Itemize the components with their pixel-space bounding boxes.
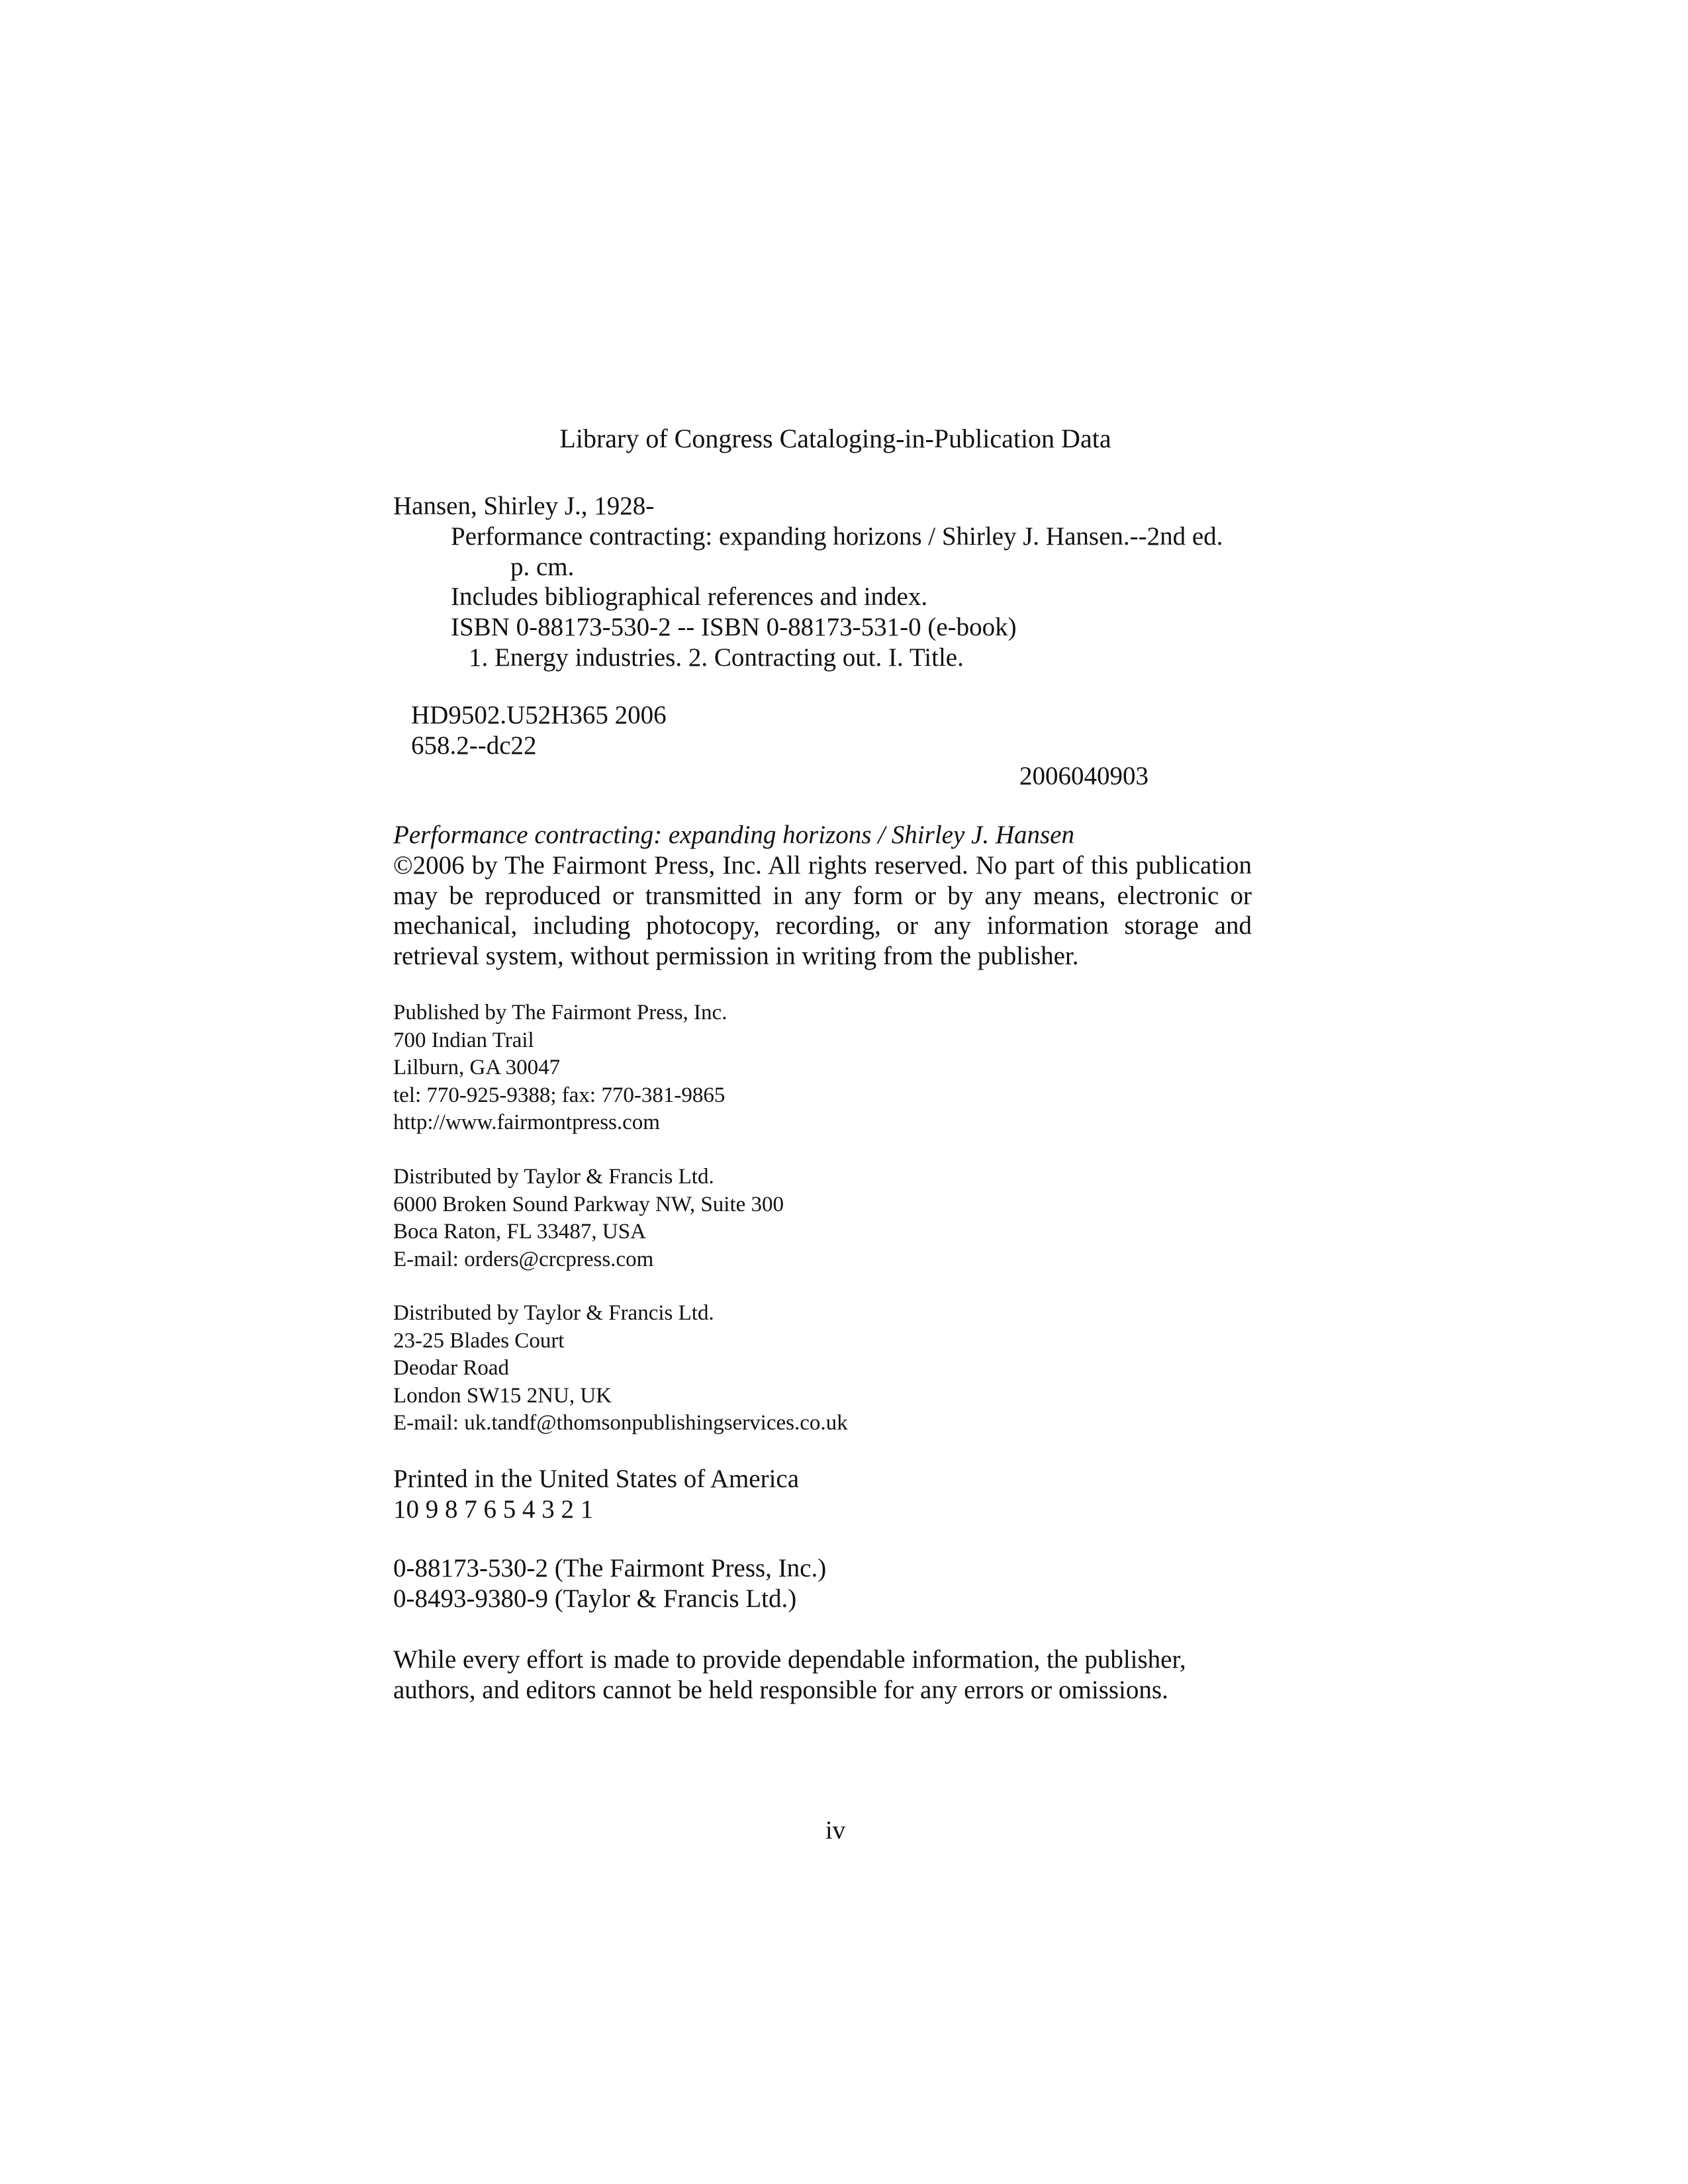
- distributor-uk-block: [393, 1300, 1252, 1437]
- distributor-email[interactable]: E-mail: uk.tandf@thomsonpublishingservices.co.uk: [393, 1411, 848, 1435]
- publisher-street: 700 Indian Trail: [393, 1028, 534, 1052]
- distributor-us-block: [393, 1163, 1252, 1273]
- publisher-name: Published by The Fairmont Press, Inc.: [393, 1001, 727, 1024]
- disclaimer: While every effort is made to provide dependable information, the publisher, authors, and editors cannot be held responsible for any errors or omissions.: [393, 1645, 1186, 1704]
- publisher-city: Lilburn, GA 30047: [393, 1056, 561, 1080]
- copyright-title: Performance contracting: expanding horizons / Shirley J. Hansen: [393, 821, 1074, 849]
- isbn-block: [393, 1553, 1252, 1614]
- cip-isbn: ISBN 0-88173-530-2 -- ISBN 0-88173-531-0 (e-book): [451, 613, 1017, 642]
- publisher-phone: tel: 770-925-9388; fax: 770-381-9865: [393, 1083, 726, 1107]
- print-line: 10 9 8 7 6 5 4 3 2 1: [393, 1494, 594, 1524]
- distributor-city: Boca Raton, FL 33487, USA: [393, 1220, 646, 1244]
- publisher-website[interactable]: http://www.fairmontpress.com: [393, 1111, 660, 1135]
- publisher-block: [393, 999, 1252, 1137]
- cip-classification: [393, 700, 1252, 791]
- isbn-taylor-francis: 0-8493-9380-9 (Taylor & Francis Ltd.): [393, 1584, 797, 1613]
- distributor-road: Deodar Road: [393, 1356, 510, 1381]
- cip-title: Performance contracting: expanding horizons / Shirley J. Hansen.--2nd ed.: [451, 522, 1223, 551]
- cip-notes: Includes bibliographical references and index.: [451, 582, 928, 612]
- cip-heading: Library of Congress Cataloging-in-Publication Data: [559, 424, 1111, 453]
- isbn-fairmont: 0-88173-530-2 (The Fairmont Press, Inc.): [393, 1554, 827, 1582]
- distributor-name: Distributed by Taylor & Francis Ltd.: [393, 1301, 714, 1325]
- copyright-block: [393, 820, 1252, 972]
- copyright-text: ©2006 by The Fairmont Press, Inc. All rights reserved. No part of this publication may be reproduced or transmitted in any form or by any means, electronic or mechanical, including photocopy, recording, or any information storage and retrieval system, without permission in writing from the publisher.: [393, 850, 1252, 971]
- distributor-email[interactable]: E-mail: orders@crcpress.com: [393, 1247, 654, 1271]
- page-number: iv: [825, 1816, 846, 1844]
- printing-block: [393, 1464, 1252, 1525]
- cip-subjects: 1. Energy industries. 2. Contracting out. I. Title.: [469, 643, 964, 672]
- cip-physical: p. cm.: [510, 552, 575, 581]
- distributor-city: London SW15 2NU, UK: [393, 1383, 612, 1408]
- lccn: 2006040903: [1019, 761, 1149, 790]
- cip-record: [393, 491, 1252, 673]
- distributor-street: 23-25 Blades Court: [393, 1328, 565, 1353]
- dewey: 658.2--dc22: [411, 731, 537, 760]
- printed-in: Printed in the United States of America: [393, 1465, 800, 1493]
- lc-class: HD9502.U52H365 2006: [411, 701, 667, 729]
- distributor-street: 6000 Broken Sound Parkway NW, Suite 300: [393, 1192, 784, 1216]
- cip-author: Hansen, Shirley J., 1928-: [393, 492, 655, 520]
- distributor-name: Distributed by Taylor & Francis Ltd.: [393, 1165, 714, 1189]
